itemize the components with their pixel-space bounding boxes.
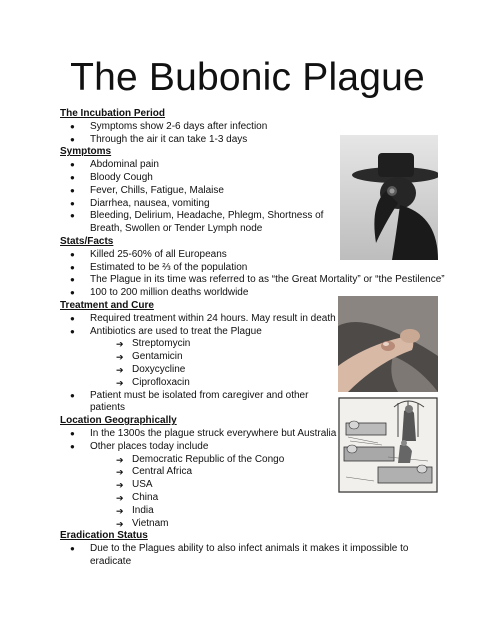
incubation-heading: The Incubation Period: [60, 108, 166, 119]
list-item: ➔ USA: [86, 479, 450, 492]
treatment-heading: Treatment and Cure: [60, 299, 154, 311]
list-item: ➔ Gentamicin: [86, 351, 450, 364]
list-item: ➔ China: [86, 492, 450, 505]
list-item: ➔ Democratic Republic of the Congo: [86, 454, 450, 467]
list-item: ➔ Central Africa: [86, 466, 450, 479]
list-item: ● In the 1300s the plague struck everywhere but Australia: [60, 428, 450, 441]
list-item: ➔ India: [86, 505, 450, 518]
list-item: ● Abdominal pain: [60, 159, 450, 172]
list-item: ● Patient must be isolated from caregiver and other patients: [60, 390, 330, 416]
list-item: ● Due to the Plagues ability to also infect animals it makes it impossible to eradicate: [60, 543, 430, 569]
list-item: ➔ Ciprofloxacin: [86, 377, 450, 390]
list-item: ● Other places today include: [60, 441, 450, 454]
list-item: ● Through the air it can take 1-3 days: [60, 134, 450, 147]
stats-heading: Stats/Facts: [60, 235, 114, 247]
list-item: ● Bleeding, Delirium, Headache, Phlegm, Shortness of Breath, Swollen or Tender Lymph node: [60, 210, 340, 236]
list-item: ● Killed 25-60% of all Europeans: [60, 249, 450, 262]
page-title: The Bubonic Plague: [70, 56, 425, 99]
plague-doctor-image: [340, 135, 438, 260]
list-item: ● Estimated to be ⅔ of the population: [60, 262, 450, 275]
list-item: ➔ Doxycycline: [86, 364, 450, 377]
list-item: ● 100 to 200 million deaths worldwide: [60, 287, 450, 300]
location-heading: Location Geographically: [60, 415, 177, 427]
list-item: ● Diarrhea, nausea, vomiting: [60, 198, 450, 211]
list-item: ● Required treatment within 24 hours. May result in death: [60, 313, 450, 326]
list-item: ● Antibiotics are used to treat the Plague: [60, 326, 450, 339]
medieval-woodcut-image: [338, 397, 438, 493]
eradication-heading: Eradication Status: [60, 530, 148, 542]
eradication-list: [60, 543, 450, 569]
infected-arm-image: [338, 296, 438, 392]
list-item: ● Bloody Cough: [60, 172, 450, 185]
list-item: ● The Plague in its time was referred to as “the Great Mortality” or “the Pestilence”: [60, 274, 450, 287]
list-item: ● Symptoms show 2-6 days after infection: [60, 121, 450, 134]
list-item: ➔ Streptomycin: [86, 338, 450, 351]
symptoms-heading: Symptoms: [60, 146, 112, 158]
list-item: ● Fever, Chills, Fatigue, Malaise: [60, 185, 450, 198]
list-item: ➔ Vietnam: [86, 518, 450, 531]
